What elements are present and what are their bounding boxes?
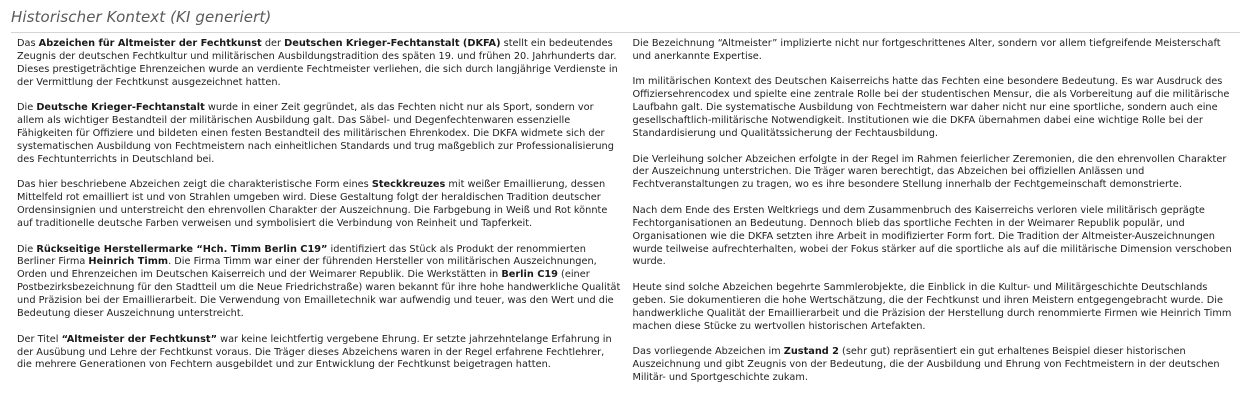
text-run: Im militärischen Kontext des Deutschen Kaiserreichs hatte das Fechten eine besondere Bedeutung. Es war Ausdruck des Offiziersehrencodex und spielte eine zentrale Rolle bei der studentischen Mensur, die als Vorbereitung auf die militärische Laufbahn galt. Die systematische Ausbildung von Fechtmeistern war daher nicht nur eine sportliche, sondern auch eine gesellschaftlich-militärische Notwendigkeit. Institutionen wie die DKFA übernahmen dabei eine wichtige Rolle bei der Standardisierung und Qualitätssicherung der Fechtausbildung. xyxy=(632,76,1230,140)
right-paragraph xyxy=(633,154,1241,193)
right-paragraph xyxy=(633,346,1241,385)
bold-text: “Altmeister der Fechtkunst” xyxy=(61,333,217,345)
bold-text: Berlin C19 xyxy=(501,269,558,281)
text-run: Nach dem Ende des Ersten Weltkriegs und dem Zusammenbruch des Kaiserreichs verloren viele militärisch geprägte Fechtorganisationen an Bedeutung. Dennoch blieb das sportliche Fechten in der Weimarer Republik populär, und Organisationen wie die DKFA setzten ihre Arbeit in modifizierter Form fort. Die Tradition der Altmeister-Auszeichnungen wurde teilweise aufrechterhalten, wobei der Fokus stärker auf die sportliche als auf die militärische Dimension verschoben wurde. xyxy=(632,204,1232,268)
left-paragraph xyxy=(17,102,621,167)
bold-text: Abzeichen für Altmeister der Fechtkunst xyxy=(38,38,262,49)
text-run: war keine leichtfertig vergebene Ehrung. Er setzte jahrzehntelange Erfahrung in der Ausübung und Lehre der Fechtkunst voraus. Die Träger dieses Abzeichens waren in der Regel erfahrene Fechtlehrer, die mehrere Generationen von Fechtern ausgebildet und zur Entwicklung der Fechtkunst beigetragen hatten. xyxy=(17,333,612,371)
text-run: Heute sind solche Abzeichen begehrte Sammlerobjekte, die Einblick in die Kultur- und Militärgeschichte Deutschlands geben. Sie dokumentieren die hohe Wertschätzung, die der Fechtkunst und ihren Meistern entgegengebracht wurde. Die handwerkliche Qualität der Emaillierarbeit und die Präzision der Herstellung durch renommierte Firmen wie Heinrich Timm machen diese Stücke zu wertvollen historischen Artefakten. xyxy=(632,281,1232,332)
section-title: Historischer Kontext (KI generiert) xyxy=(11,8,272,26)
left-column xyxy=(11,38,621,385)
text-run: Die Bezeichnung “Altmeister” implizierte nicht nur fortgeschrittenes Alter, sondern vor allem tiefgreifende Meisterschaft und anerkannte Expertise. xyxy=(632,38,1221,62)
left-paragraph xyxy=(17,244,621,321)
bold-text: Zustand 2 xyxy=(783,346,839,358)
text-run: Der Titel xyxy=(17,333,62,345)
left-paragraph xyxy=(17,334,621,373)
text-columns xyxy=(11,38,1240,385)
bold-text: Heinrich Timm xyxy=(88,256,169,268)
text-run: Das vorliegende Abzeichen im xyxy=(632,346,784,358)
text-run: (einer Postbezirksbezeichnung für den Stadtteil um die Neue Friedrichstraße) waren bekannt für ihre hohe handwerkliche Qualität und Präzision bei der Emaillierarbeit. Die Verwendung von Emailletechnik war aufwendig und teuer, was den Wert und die Bedeutung dieser Auszeichnung unterstreicht. xyxy=(17,269,621,320)
right-paragraph xyxy=(633,282,1241,334)
text-run: stellt ein bedeutendes Zeugnis der deutschen Fechtkultur und militärischen Ausbildungstradition des späten 19. und frühen 20. Jahrhunderts dar. Dieses prestigeträchtige Ehrenzeichen wurde an verdiente Fechtmeister verliehen, die sich durch langjährige Verdienste in der Vermittlung der Fechtkunst ausgezeichnet hatten. xyxy=(17,38,618,88)
bold-text: Rückseitige Herstellermarke “Hch. Timm Berlin C19” xyxy=(36,243,328,255)
text-run: wurde in einer Zeit gegründet, als das Fechten nicht nur als Sport, sondern vor allem als wichtiger Bestandteil der militärischen Ausbildung galt. Das Säbel- und Degenfechtenwaren essenzielle Fähigkeiten für Offiziere und bildeten einen festen Bestandteil des militärischen Ehrenkodex. Die DKFA widmete sich der systematischen Ausbildung von Fechtmeistern nach einheitlichen Standards und trug maßgeblich zur Professionalisierung des Fechtunterrichts in Deutschland bei. xyxy=(17,102,614,165)
text-run: (sehr gut) repräsentiert ein gut erhaltenes Beispiel dieser historischen Auszeichnung und gibt Zeugnis von der Bedeutung, die der Ausbildung und Ehrung von Fechtmeistern in der deutschen Militär- und Sportgeschichte zukam. xyxy=(632,346,1220,383)
bold-text: Deutschen Krieger-Fechtanstalt (DKFA) xyxy=(284,38,501,49)
text-run: Das xyxy=(17,38,39,49)
text-run: Die xyxy=(17,102,37,114)
text-run: Die xyxy=(17,243,37,255)
text-run: Das hier beschriebene Abzeichen zeigt die charakteristische Form eines xyxy=(17,179,372,191)
bold-text: Steckkreuzes xyxy=(371,179,446,191)
bold-text: Deutsche Krieger-Fechtanstalt xyxy=(36,102,205,114)
title-divider xyxy=(11,32,1240,33)
text-run: Die Verleihung solcher Abzeichen erfolgte in der Regel im Rahmen feierlicher Zeremonien, die den ehrenvollen Charakter der Auszeichnung unterstrichen. Die Träger waren berechtigt, das Abzeichen bei offiziellen Anlässen und Fechtveranstaltungen zu tragen, wo es ihre besondere Stellung innerhalb der Fechtgemeinschaft demonstrierte. xyxy=(632,153,1227,191)
right-paragraph xyxy=(633,38,1241,64)
text-run: identifiziert das Stück als Produkt der renommierten Berliner Firma xyxy=(17,243,586,268)
right-paragraph xyxy=(633,205,1241,270)
right-column xyxy=(631,38,1241,385)
text-run: der xyxy=(261,38,285,49)
right-paragraph xyxy=(633,76,1241,141)
left-paragraph xyxy=(17,179,621,231)
text-run: mit weißer Emaillierung, dessen Mittelfeld rot emailliert ist und von Strahlen umgeben wird. Diese Gestaltung folgt der heraldischen Tradition deutscher Ordensinsignien und unterstreicht den ehrenvollen Charakter der Auszeichnung. Die Farbgebung in Weiß und Rot könnte auf traditionelle deutsche Farben verweisen und symbolisiert die Verbindung von Reinheit und Tapferkeit. xyxy=(17,179,608,230)
text-run: . Die Firma Timm war einer der führenden Hersteller von militärischen Auszeichnungen, Orden und Ehrenzeichen im Deutschen Kaiserreich und der Weimarer Republik. Die Werkstätten in xyxy=(17,256,597,281)
left-paragraph xyxy=(17,38,621,90)
